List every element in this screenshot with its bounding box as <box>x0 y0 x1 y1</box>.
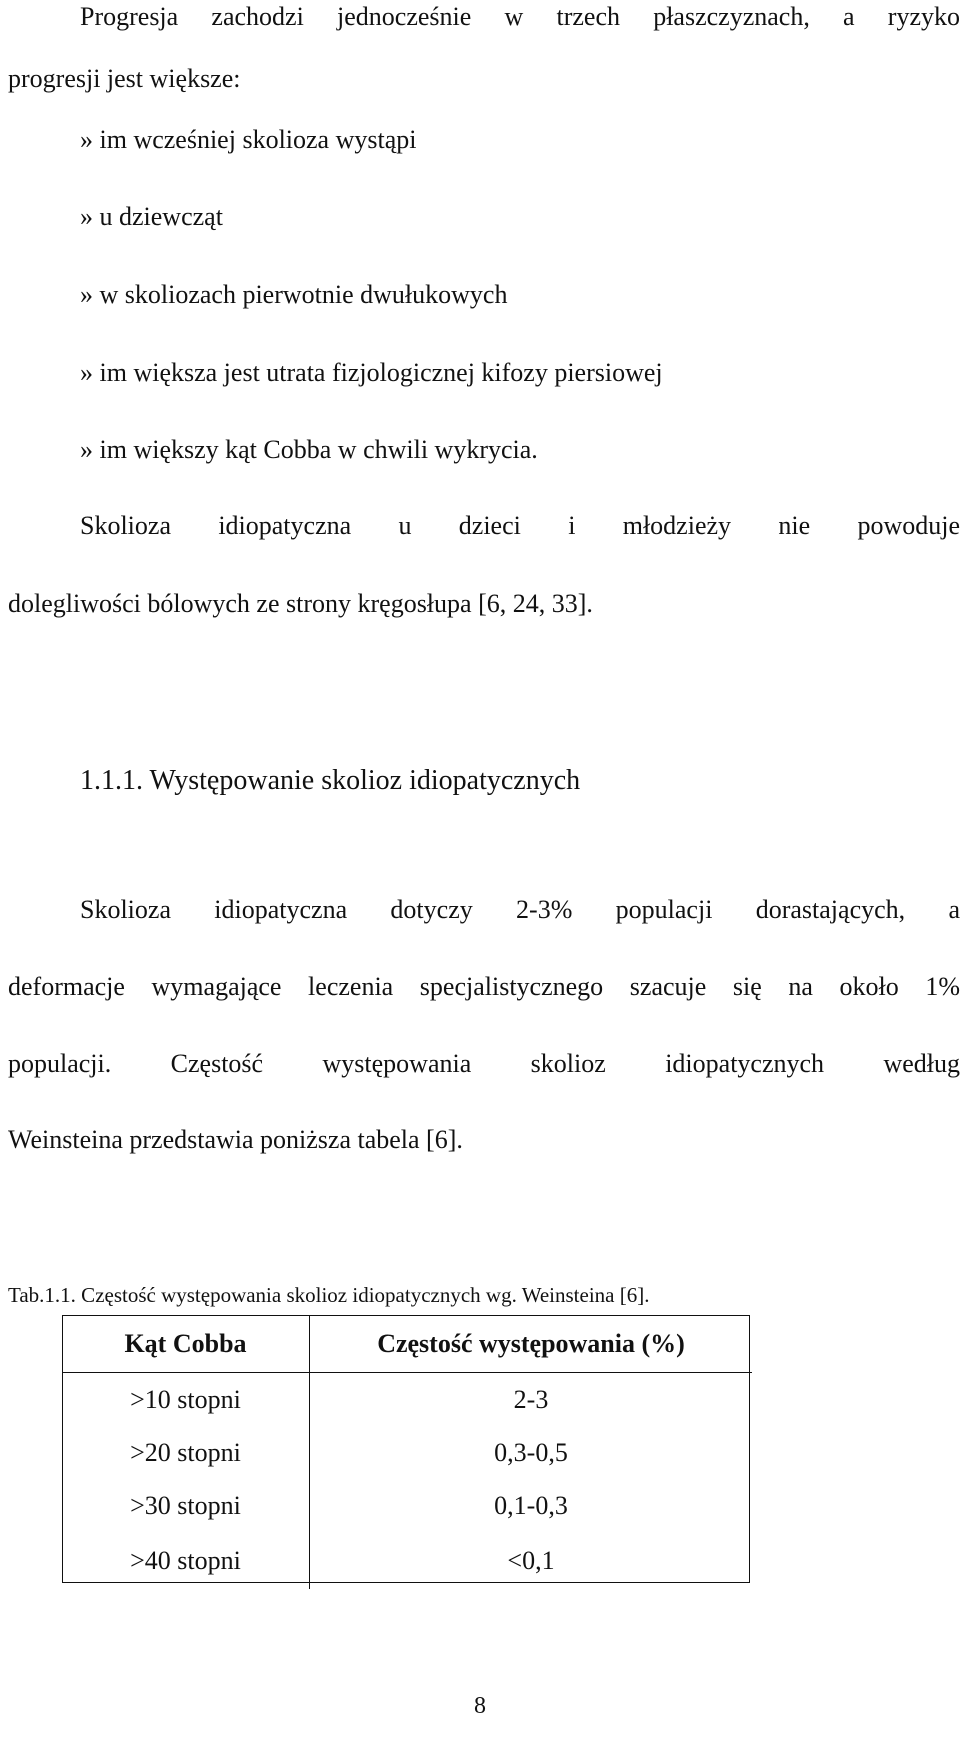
pain-paragraph-line-2: dolegliwości bólowych ze strony kręgosłupa [6, 24, 33]. <box>8 589 593 618</box>
table-cell-angle: >40 stopni <box>62 1532 310 1589</box>
section-heading: 1.1.1. Występowanie skolioz idiopatycznych <box>80 765 581 796</box>
prevalence-paragraph-line-4: Weinsteina przedstawia poniższa tabela [6]. <box>8 1125 463 1154</box>
list-item: » w skoliozach pierwotnie dwułukowych <box>80 280 508 309</box>
table-caption: Tab.1.1. Częstość występowania skolioz idiopatycznych wg. Weinsteina [6]. <box>8 1283 650 1307</box>
table-cell-frequency: <0,1 <box>507 1545 555 1575</box>
list-item: » im wcześniej skolioza wystąpi <box>80 125 417 154</box>
prevalence-table <box>62 1315 752 1589</box>
table-cell-angle: >20 stopni <box>62 1426 310 1479</box>
page-number: 8 <box>474 1693 486 1719</box>
list-item: » u dziewcząt <box>80 202 223 231</box>
table-header-row <box>62 1315 752 1373</box>
table-row <box>62 1373 752 1427</box>
intro-line-2: progresji jest większe: <box>8 64 241 93</box>
table-header-frequency: Częstość występowania (%) <box>310 1315 753 1373</box>
pain-paragraph-line-1: Skolioza idiopatyczna u dzieci i młodzieży nie powoduje <box>80 511 960 540</box>
prevalence-paragraph-line-1: Skolioza idiopatyczna dotyczy 2-3% populacji dorastających, a <box>80 895 960 924</box>
intro-line-1: Progresja zachodzi jednocześnie w trzech płaszczyznach, a ryzyko <box>80 2 960 31</box>
table-row <box>62 1479 752 1532</box>
table-cell-frequency: 0,3-0,5 <box>494 1437 568 1467</box>
table-row <box>62 1426 752 1479</box>
table-cell-angle: >30 stopni <box>62 1479 310 1532</box>
prevalence-paragraph-line-3: populacji. Częstość występowania skolioz idiopatycznych według <box>8 1049 960 1078</box>
table-cell-frequency: 2-3 <box>513 1384 549 1414</box>
table-cell-frequency: 0,1-0,3 <box>494 1490 568 1520</box>
table-header-cobb-angle: Kąt Cobba <box>62 1315 310 1373</box>
list-item: » im większa jest utrata fizjologicznej kifozy piersiowej <box>80 358 663 387</box>
table-row <box>62 1532 752 1589</box>
list-item: » im większy kąt Cobba w chwili wykrycia. <box>80 435 538 464</box>
prevalence-paragraph-line-2: deformacje wymagające leczenia specjalistycznego szacuje się na około 1% <box>8 972 960 1001</box>
table-cell-angle: >10 stopni <box>62 1373 310 1427</box>
